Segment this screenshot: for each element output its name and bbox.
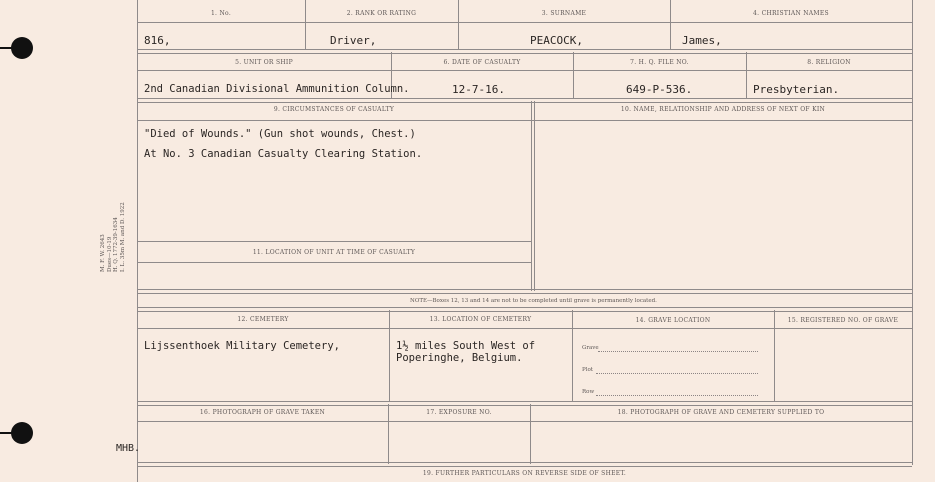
punch-hole-bottom <box>11 422 33 444</box>
value-date: 12-7-16. <box>452 83 505 96</box>
header-unit: 5. UNIT OR SHIP <box>235 59 293 66</box>
row1-sep3 <box>670 0 671 50</box>
header-next-of-kin: 10. NAME, RELATIONSHIP AND ADDRESS OF NEXT OF KIN <box>620 106 826 113</box>
value-christian-names: James, <box>682 34 722 47</box>
header-circumstances: 9. CIRCUMSTANCES OF CASUALTY <box>273 106 395 113</box>
value-circumstances-line1: "Died of Wounds." (Gun shot wounds, Chest.) <box>144 128 416 140</box>
side-print-line-1: M. F. W. 2643 <box>100 234 106 272</box>
row2-bottom-rule <box>137 98 912 103</box>
value-initials: MHB. <box>116 443 141 454</box>
header-photo-supplied: 18. PHOTOGRAPH OF GRAVE AND CEMETERY SUPPLIED TO <box>617 409 825 416</box>
header-exposure: 17. EXPOSURE NO. <box>426 409 492 416</box>
row1-sep2 <box>458 0 459 50</box>
note-boxes: NOTE—Boxes 12, 13 and 14 are not to be completed until grave is permanently located. <box>410 298 657 304</box>
grave-field-label: Grave <box>582 345 599 351</box>
row2-divider <box>137 70 912 71</box>
row5-header-divider <box>137 421 912 422</box>
row-field-label: Row <box>582 389 595 395</box>
header-grave-location: 14. GRAVE LOCATION <box>635 317 711 324</box>
side-print-line-2: Dues—10-19 <box>106 236 113 272</box>
value-religion: Presbyterian. <box>753 83 840 96</box>
row3-header-divider <box>137 120 912 121</box>
value-hq-file: 649-P-536. <box>626 83 693 96</box>
header-christian-names: 4. CHRISTIAN NAMES <box>753 10 829 17</box>
plot-field-label: Plot <box>582 367 593 373</box>
row1-sep1 <box>305 0 306 50</box>
value-location-cemetery-line2: Poperinghe, Belgium. <box>396 352 523 364</box>
header-hq-file: 7. H. Q. FILE NO. <box>630 59 689 66</box>
value-location-cemetery-line1: 1½ miles South West of <box>396 340 536 352</box>
side-print-line-4: I. L. 35m M. and D. 1922 <box>119 202 126 272</box>
side-print-line-3: H. Q. 1772-39-1634 <box>113 217 119 272</box>
header-photo-taken: 16. PHOTOGRAPH OF GRAVE TAKEN <box>199 409 326 416</box>
row4-header-divider <box>137 328 912 329</box>
location-unit-top <box>137 241 531 242</box>
header-no: 1. No. <box>210 10 232 17</box>
value-cemetery: Lijssenthoek Military Cemetery, <box>144 340 340 352</box>
header-further-particulars: 19. FURTHER PARTICULARS ON REVERSE SIDE OF SHEET. <box>422 470 627 477</box>
row-field-line <box>596 394 758 396</box>
row1-divider <box>137 22 912 23</box>
header-registered-no: 15. REGISTERED NO. OF GRAVE <box>787 317 899 324</box>
header-surname: 3. SURNAME <box>541 10 587 17</box>
row3-sep-inner <box>534 101 535 291</box>
plot-field-line <box>596 372 758 374</box>
grave-field-line <box>598 350 758 352</box>
row4-top-rule <box>137 307 912 312</box>
location-unit-header-divider <box>137 262 531 263</box>
header-location-unit: 11. LOCATION OF UNIT AT TIME OF CASUALTY <box>252 249 416 256</box>
header-religion: 8. RELIGION <box>807 59 851 66</box>
row3-bottom-rule <box>137 289 912 294</box>
header-cemetery: 12. CEMETERY <box>237 316 289 323</box>
row4-sep1 <box>389 310 390 402</box>
value-no: 816, <box>144 34 171 47</box>
form-right-border <box>912 0 913 465</box>
row6-top-rule <box>137 462 912 467</box>
value-rank: Driver, <box>330 34 377 47</box>
header-location-cemetery: 13. LOCATION OF CEMETERY <box>429 316 532 323</box>
row5-top-rule <box>137 401 912 406</box>
value-circumstances-line2: At No. 3 Canadian Casualty Clearing Station. <box>144 148 423 160</box>
row1-bottom-rule <box>137 49 912 54</box>
header-rank: 2. RANK OR RATING <box>346 10 417 17</box>
value-unit: 2nd Canadian Divisional Ammunition Column. <box>144 83 410 95</box>
row3-sep <box>531 101 532 291</box>
punch-hole-top <box>11 37 33 59</box>
value-surname: PEACOCK, <box>530 34 583 47</box>
header-date: 6. DATE OF CASUALTY <box>443 59 521 66</box>
form-side-print <box>100 202 126 272</box>
